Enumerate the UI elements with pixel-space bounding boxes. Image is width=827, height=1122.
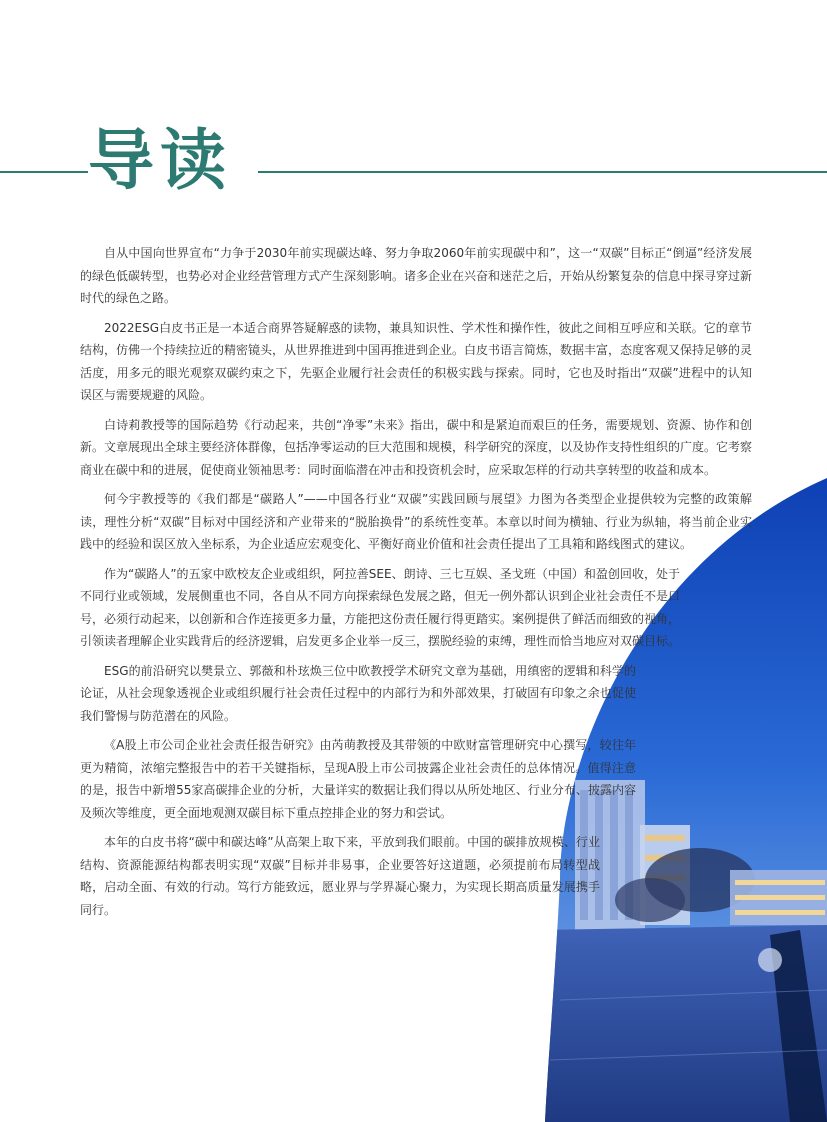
- paragraph: 作为“碳路人”的五家中欧校友企业或组织，阿拉善SEE、朗诗、三七互娱、圣戈班（中国）和盈创回收，处于不同行业或领域，发展侧重也不同，各自从不同方向探索绿色发展之路，但无一例外都认识到企业社会责任不是口号，必须行动起来，以创新和合作连接更多力量，方能把这份责任履行得更踏实。案例提供了鲜活而细致的视角，引领读者理解企业实践背后的经济逻辑，启发更多企业举一反三，摆脱经验的束缚，理性而恰当地应对双碳目标。: [80, 566, 681, 648]
- page-title: 导读: [88, 121, 232, 199]
- paragraph: ESG的前沿研究以樊景立、郭薇和朴玹焕三位中欧教授学术研究文章为基础，用缜密的逻辑和科学的论证，从社会现象透视企业或组织履行社会责任过程中的内部行为和外部效果，打破固有印象之余也促使我们警惕与防范潜在的风险。: [80, 663, 636, 723]
- paragraph: 《A股上市公司企业社会责任报告研究》由芮萌教授及其带领的中欧财富管理研究中心撰写，较往年更为精简，浓缩完整报告中的若干关键指标，呈现A股上市公司披露企业社会责任的总体情况。值得注意的是，报告中新增55家高碳排企业的分析，大量详实的数据让我们得以从所处地区、行业分布、披露内容及频次等维度，更全面地观测双碳目标下重点控排企业的努力和尝试。: [80, 738, 636, 820]
- paragraph: 2022ESG白皮书正是一本适合商界答疑解惑的读物，兼具知识性、学术性和操作性，彼此之间相互呼应和关联。它的章节结构，仿佛一个持续拉近的精密镜头，从世界推进到中国再推进到企业。白皮书语言简炼，数据丰富，态度客观又保持足够的灵活度，用多元的眼光观察双碳约束之下，先驱企业履行社会责任的积极实践与探索。同时，它也及时指出“双碳”进程中的认知误区与需要规避的风险。: [80, 320, 753, 402]
- paragraph: 白诗莉教授等的国际趋势《行动起来，共创“净零”未来》指出，碳中和是紧迫而艰巨的任务，需要规划、资源、协作和创新。文章展现出全球主要经济体群像，包括净零运动的巨大范围和规模，科学研究的深度，以及协作支持性组织的广度。它考察商业在碳中和的进展，促使商业领袖思考：同时面临潜在冲击和投资机会时，应采取怎样的行动共享转型的收益和成本。: [80, 417, 753, 477]
- paragraph: 何今宇教授等的《我们都是“碳路人”——中国各行业“双碳”实践回顾与展望》力图为各类型企业提供较为完整的政策解读，理性分析“双碳”目标对中国经济和产业带来的“脱胎换骨”的系统性变革。本章以时间为横轴、行业为纵轴，将当前企业实践中的经验和误区放入坐标系，为企业适应宏观变化、平衡好商业价值和社会责任提出了工具箱和路线图式的建议。: [80, 492, 752, 551]
- title-rule-left: [0, 171, 88, 173]
- paragraph: 本年的白皮书将“碳中和碳达峰”从高架上取下来，平放到我们眼前。中国的碳排放规模、行业结构、资源能源结构都表明实现“双碳”目标并非易事，企业要答好这道题，必须提前布局转型战略，启动全面、有效的行动。笃行方能致远，愿业界与学界凝心聚力，为实现长期高质量发展携手同行。: [80, 835, 600, 917]
- title-rule-right: [258, 171, 827, 173]
- intro-body: [80, 242, 752, 928]
- paragraph: 自从中国向世界宣布“力争于2030年前实现碳达峰、努力争取2060年前实现碳中和”，这一“双碳”目标正“倒逼”经济发展的绿色低碳转型，也势必对企业经营管理方式产生深刻影响。诸多企业在兴奋和迷茫之后，开始从纷繁复杂的信息中探寻穿过新时代的绿色之路。: [80, 246, 753, 305]
